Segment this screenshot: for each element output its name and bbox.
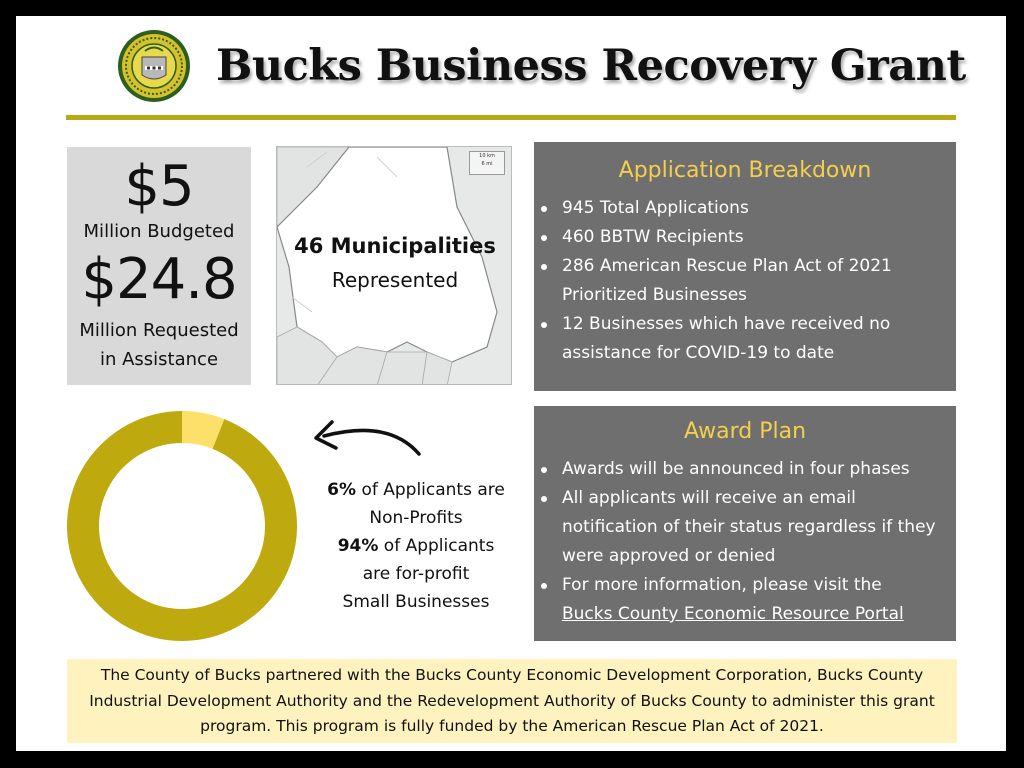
nonprofit-text-2: Non-Profits <box>369 508 463 528</box>
requested-label-1: Million Requested <box>79 320 239 341</box>
list-item <box>562 571 956 629</box>
more-info-text: For more information, please visit the <box>562 575 882 595</box>
list-item: Awards will be announced in four phases <box>562 455 956 484</box>
amount-budgeted: $5 <box>124 154 194 219</box>
forprofit-text-2: are for-profit <box>362 564 470 584</box>
requested-label-2: in Assistance <box>99 349 219 370</box>
award-plan-title: Award Plan <box>683 419 807 444</box>
award-plan-list <box>534 455 956 629</box>
application-breakdown-title: Application Breakdown <box>618 158 872 183</box>
nonprofit-text-1: of Applicants are <box>361 480 505 500</box>
title-divider <box>66 115 956 120</box>
infographic-canvas <box>16 16 1006 751</box>
amount-requested: $24.8 <box>81 247 237 312</box>
scale-km: 10 km <box>479 153 495 159</box>
resource-portal-link[interactable]: Bucks County Economic Resource Portal <box>562 604 904 624</box>
county-map <box>276 146 512 385</box>
forprofit-percent: 94% <box>337 536 379 556</box>
nonprofit-line-1 <box>316 476 516 504</box>
applicant-split-text <box>316 476 516 616</box>
application-breakdown-list <box>534 194 956 368</box>
municipalities-count: 46 Municipalities <box>294 234 496 258</box>
application-breakdown-panel <box>534 142 956 391</box>
forprofit-text-3: Small Businesses <box>342 592 490 612</box>
donut-slice-for-profit <box>67 411 297 641</box>
list-item: 12 Businesses which have received no assistance for COVID-19 to date <box>562 310 956 368</box>
footer-note: The County of Bucks partnered with the Bucks County Economic Development Corporation, Bucks County Industrial Development Authority and the Redevelopment Authority of Bucks County to administer this grant program. This program is fully funded by the American Rescue Plan Act of 2021. <box>67 659 957 743</box>
budgeted-label: Million Budgeted <box>83 221 235 242</box>
list-item: 286 American Rescue Plan Act of 2021 Prioritized Businesses <box>562 252 956 310</box>
budget-summary <box>67 147 251 385</box>
list-item: 460 BBTW Recipients <box>562 223 956 252</box>
nonprofit-percent: 6% <box>327 480 357 500</box>
county-seal-icon <box>117 29 191 103</box>
forprofit-text-1: of Applicants <box>383 536 495 556</box>
award-plan-panel <box>534 406 956 641</box>
list-item: 945 Total Applications <box>562 194 956 223</box>
scale-mi: 6 mi <box>481 161 493 167</box>
applicant-donut-chart <box>65 409 299 643</box>
page-title: Bucks Business Recovery Grant <box>216 41 966 91</box>
arrow-icon <box>294 414 424 464</box>
list-item: All applicants will receive an email notification of their status regardless if they were approved or denied <box>562 484 956 571</box>
represented-label: Represented <box>331 268 459 292</box>
forprofit-line-1 <box>316 532 516 560</box>
map-scale-bar <box>469 151 505 175</box>
municipalities-callout <box>277 229 512 297</box>
